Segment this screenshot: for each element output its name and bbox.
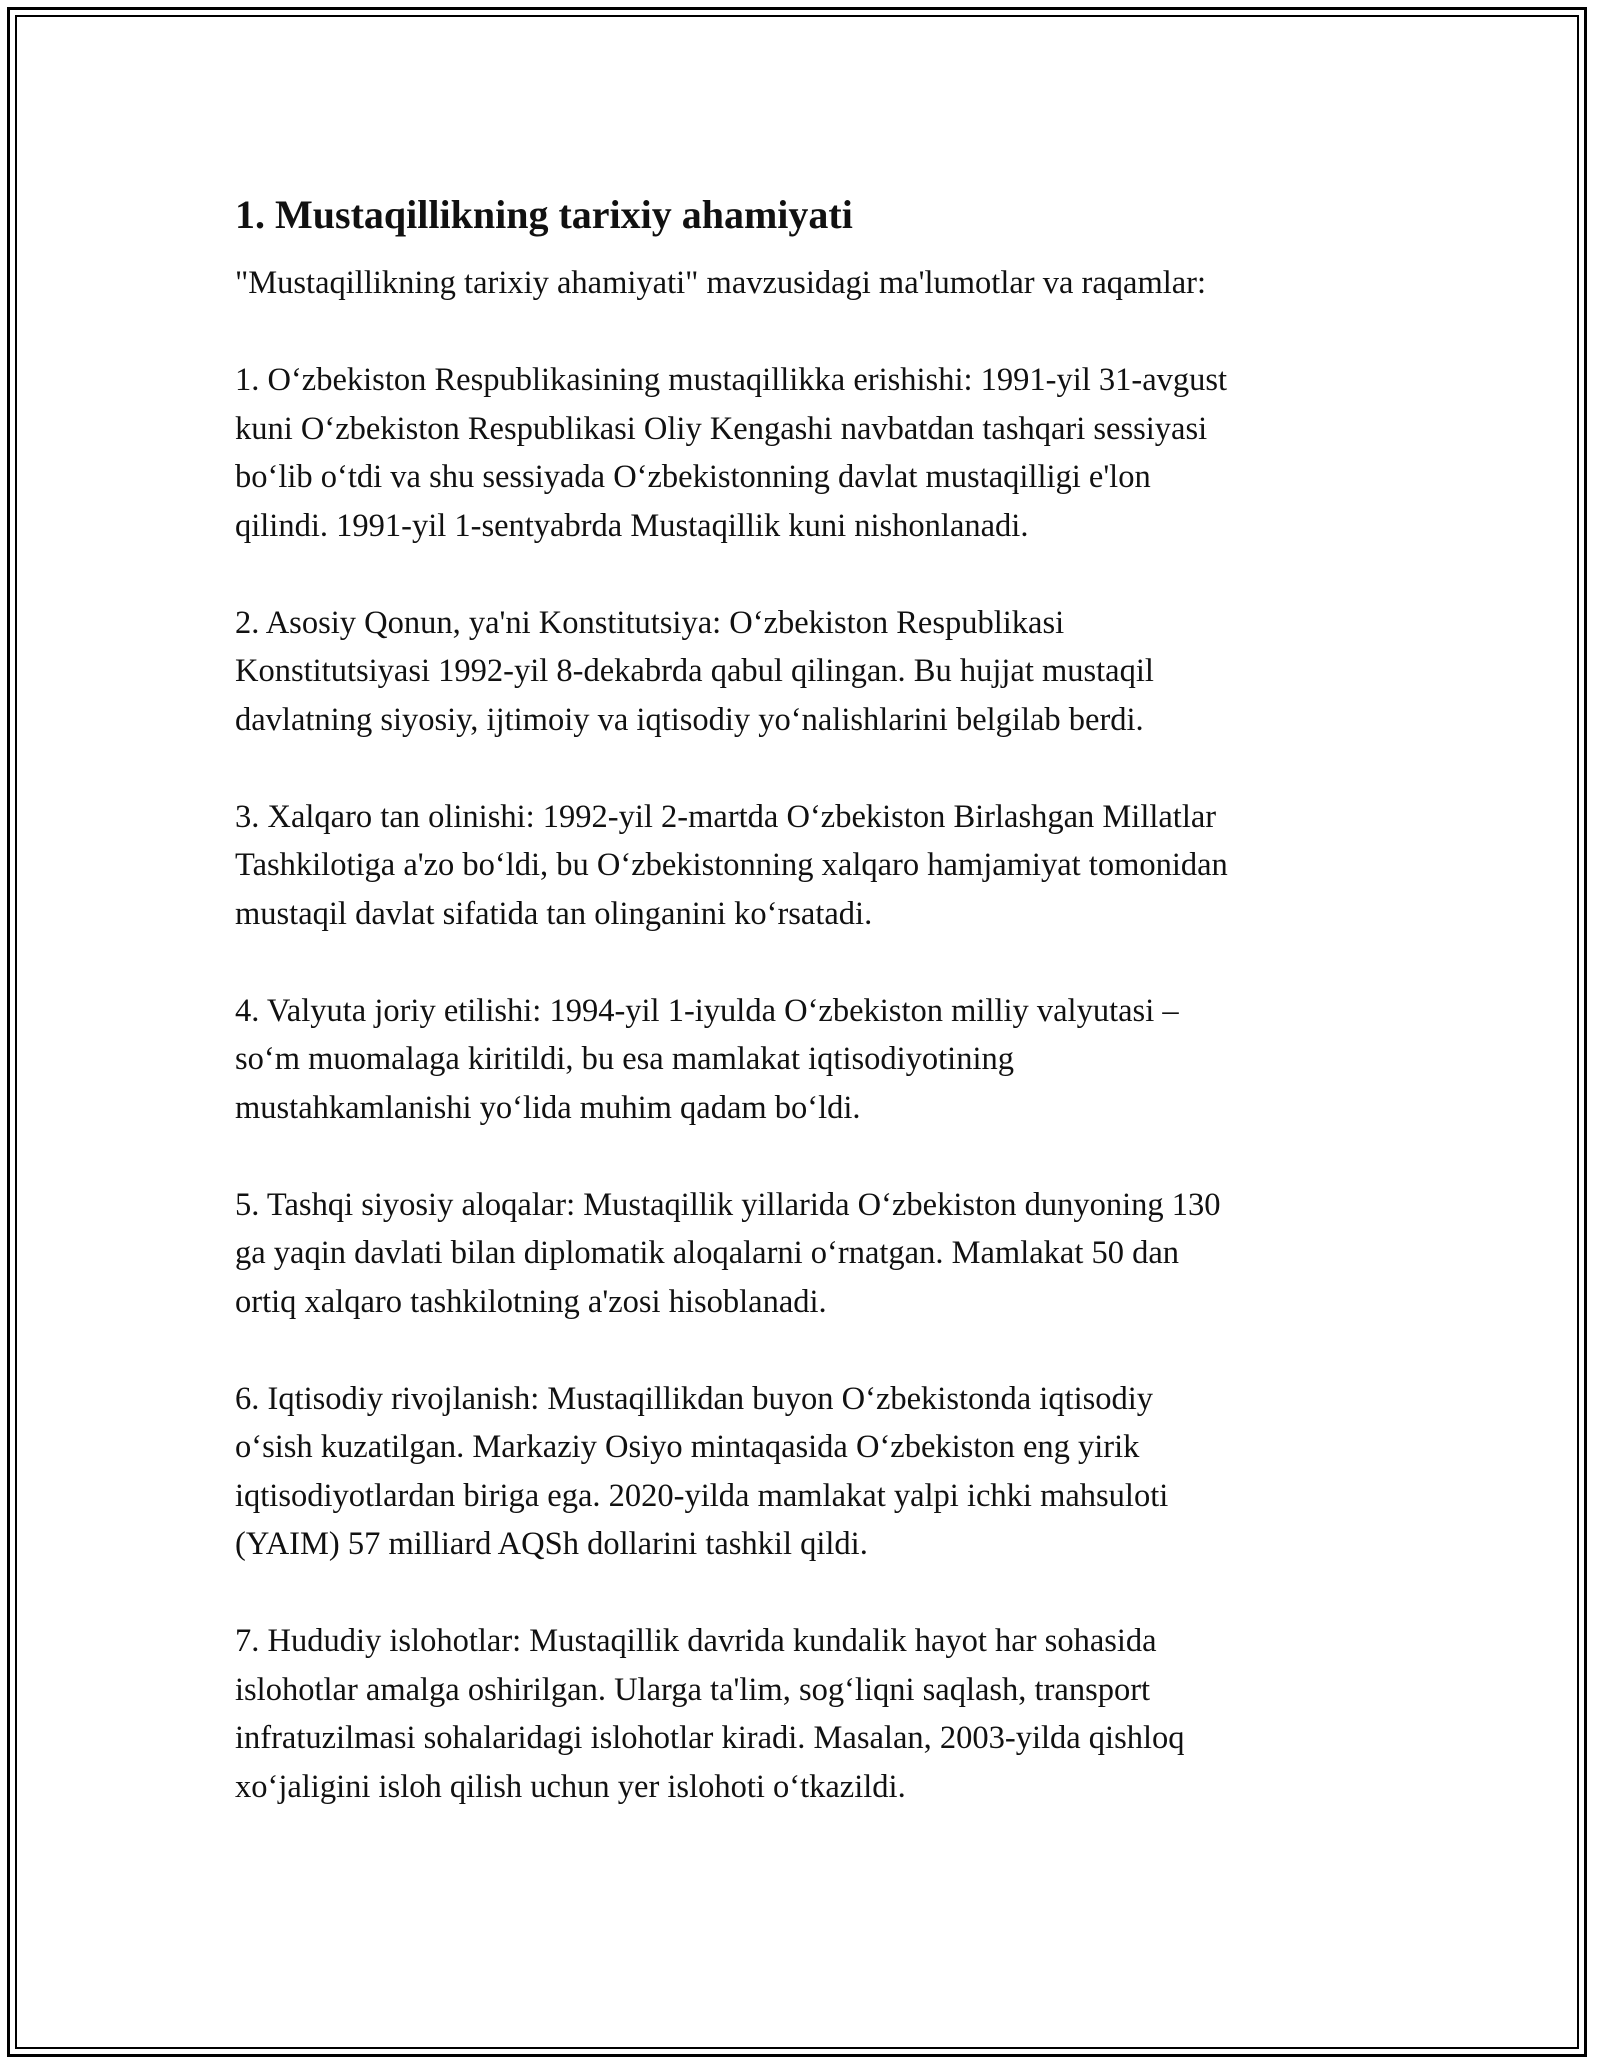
item-line: davlatning siyosiy, ijtimoiy va iqtisodiy yo‘nalishlarini belgilab berdi.: [235, 701, 1144, 738]
list-item: [235, 599, 1375, 745]
intro-paragraph: "Mustaqillikning tarixiy ahamiyati" mavzusidagi ma'lumotlar va raqamlar:: [235, 265, 1207, 301]
item-line: infratuzilmasi sohalaridagi islohotlar kiradi. Masalan, 2003-yilda qishloq: [235, 1720, 1185, 1756]
item-line: 3. Xalqaro tan olinishi: 1992-yil 2-martda O‘zbekiston Birlashgan Millatlar: [235, 798, 1217, 835]
item-line: 7. Hududiy islohotlar: Mustaqillik davrida kundalik hayot har sohasida: [235, 1623, 1157, 1659]
item-line: (YAIM) 57 milliard AQSh dollarini tashkil qildi.: [235, 1526, 868, 1562]
item-line: mustaqil davlat sifatida tan olinganini ko‘rsatadi.: [235, 895, 873, 932]
document-title: 1. Mustaqillikning tarixiy ahamiyati: [235, 192, 853, 237]
list-item: [235, 356, 1375, 550]
item-line: 6. Iqtisodiy rivojlanish: Mustaqillikdan buyon O‘zbekistonda iqtisodiy: [235, 1380, 1154, 1417]
item-line: 1. O‘zbekiston Respublikasining mustaqillikka erishishi: 1991-yil 31-avgust: [235, 362, 1228, 398]
item-line: bo‘lib o‘tdi va shu sessiyada O‘zbekistonning davlat mustaqilligi e'lon: [235, 459, 1151, 495]
item-line: so‘m muomalaga kiritildi, bu esa mamlakat iqtisodiyotining: [235, 1041, 1014, 1077]
item-line: iqtisodiyotlardan biriga ega. 2020-yilda mamlakat yalpi ichki mahsuloti: [235, 1477, 1169, 1514]
document-body: [235, 185, 1375, 1811]
item-line: o‘sish kuzatilgan. Markaziy Osiyo mintaqasida O‘zbekiston eng yirik: [235, 1429, 1140, 1465]
item-line: qilindi. 1991-yil 1-sentyabrda Mustaqillik kuni nishonlanadi.: [235, 507, 1029, 544]
list-item: [235, 1617, 1375, 1811]
item-line: Tashkilotiga a'zo bo‘ldi, bu O‘zbekistonning xalqaro hamjamiyat tomonidan: [235, 847, 1228, 883]
item-line: mustahkamlanishi yo‘lida muhim qadam bo‘ldi.: [235, 1089, 861, 1126]
item-line: ga yaqin davlati bilan diplomatik aloqalarni o‘rnatgan. Mamlakat 50 dan: [235, 1235, 1180, 1271]
item-line: islohotlar amalga oshirilgan. Ularga ta'lim, sog‘liqni saqlash, transport: [235, 1671, 1151, 1708]
item-list: [235, 356, 1375, 1811]
item-line: xo‘jaligini isloh qilish uchun yer islohoti o‘tkazildi.: [235, 1768, 906, 1805]
list-item: [235, 987, 1375, 1133]
item-line: Konstitutsiyasi 1992-yil 8-dekabrda qabul qilingan. Bu hujjat mustaqil: [235, 653, 1154, 689]
item-line: 2. Asosiy Qonun, ya'ni Konstitutsiya: O‘zbekiston Respublikasi: [235, 604, 1065, 641]
item-line: kuni O‘zbekiston Respublikasi Oliy Kengashi navbatdan tashqari sessiyasi: [235, 410, 1208, 447]
list-item: [235, 1375, 1375, 1569]
item-line: 4. Valyuta joriy etilishi: 1994-yil 1-iyulda O‘zbekiston milliy valyutasi –: [235, 992, 1179, 1029]
item-line: 5. Tashqi siyosiy aloqalar: Mustaqillik yillarida O‘zbekiston dunyoning 130: [235, 1186, 1221, 1223]
list-item: [235, 1181, 1375, 1327]
item-line: ortiq xalqaro tashkilotning a'zosi hisoblanadi.: [235, 1283, 827, 1320]
list-item: [235, 793, 1375, 939]
